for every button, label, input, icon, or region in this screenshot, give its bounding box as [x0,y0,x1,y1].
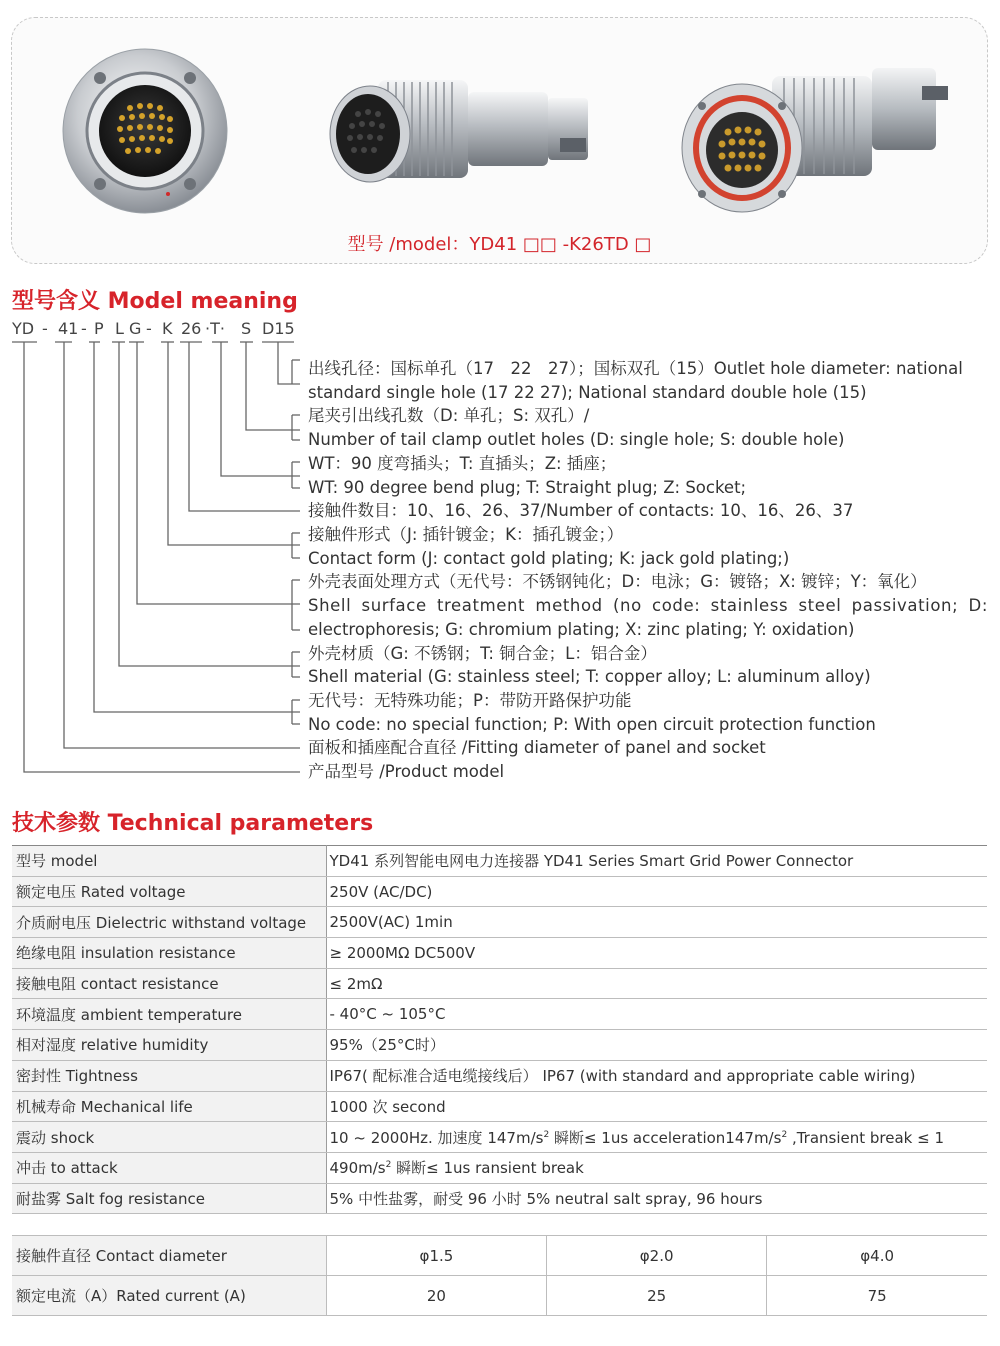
contact-diameter-label: 接触件直径 Contact diameter [12,1236,326,1276]
param-value: 250V (AC/DC) [326,876,987,907]
param-key: 接触电阻 contact resistance [12,968,326,999]
technical-parameters-table [12,845,987,1214]
table-row [12,846,987,877]
param-key: 机械寿命 Mechanical life [12,1091,326,1122]
param-value: ≥ 2000MΩ DC500V [326,938,987,969]
code-part-dash: - [42,319,48,338]
rated-current-label: 额定电流（A）Rated current (A) [12,1276,326,1316]
desc-function-en: No code: no special function; P: With open circuit protection function [308,715,876,734]
desc-tail-clamp-cn: 尾夹引出线孔数（D: 单孔；S: 双孔）/ [308,406,590,425]
desc-function-cn: 无代号：无特殊功能；P：带防开路保护功能 [308,691,632,710]
param-key: 震动 shock [12,1122,326,1153]
code-part-g: G [129,319,142,338]
param-key: 相对湿度 relative humidity [12,1030,326,1061]
desc-outlet-hole-en: standard single hole (17 22 27); National standard double hole (15) [308,383,867,402]
rated-current-value: 20 [326,1276,546,1316]
table-row [12,968,987,999]
code-part-26: 26 [181,319,202,338]
code-part-s: S [241,319,252,338]
param-value: 1000 次 second [326,1091,987,1122]
param-key: 环境温度 ambient temperature [12,999,326,1030]
desc-contact-form-cn: 接触件形式（J: 插针镀金；K：插孔镀金；） [308,525,624,544]
rated-current-value: 75 [767,1276,987,1316]
table-row [12,1183,987,1214]
param-key: 耐盐雾 Salt fog resistance [12,1183,326,1214]
param-value: YD41 系列智能电网电力连接器 YD41 Series Smart Grid Power Connector [326,846,987,877]
superscript: 2 [543,1129,550,1140]
attack-value-part: 490m/s [329,1159,386,1178]
contact-diameter-value: φ4.0 [767,1236,987,1276]
contact-current-table [12,1235,987,1316]
param-key: 型号 model [12,846,326,877]
model-caption: 型号 /model：YD41 □□ -K26TD □ [347,234,652,255]
code-part-dash: - [81,319,87,338]
contact-diameter-value: φ2.0 [547,1236,767,1276]
shock-value-part: 10 ~ 2000Hz. 加速度 147m/s [329,1128,544,1147]
code-part-41: 41 [58,319,79,338]
attack-value-part: 瞬断≤ 1us ransient break [391,1159,584,1178]
table-row [12,1122,987,1153]
code-part-yd: YD [12,319,35,338]
table-row [12,1276,987,1316]
desc-tail-clamp-en: Number of tail clamp outlet holes (D: single hole; S: double hole) [308,430,845,449]
shock-value-part: 瞬断≤ 1us acceleration147m/s [549,1128,782,1147]
shock-value-part: ,Transient break ≤ 1 [787,1128,945,1147]
desc-surface-treatment-en-1: Shell surface treatment method (no code: stainless steel passivation; D: [308,596,988,615]
technical-parameters-heading: 技术参数 Technical parameters [12,811,374,836]
table-row [12,1152,987,1183]
param-value: 2500V(AC) 1min [326,907,987,938]
param-key: 介质耐电压 Dielectric withstand voltage [12,907,326,938]
desc-product-model: 产品型号 /Product model [308,762,505,781]
table-row [12,907,987,938]
desc-contact-count: 接触件数目：10、16、26、37/Number of contacts: 10、16、26、37 [308,501,854,520]
code-part-p: P [94,319,104,338]
param-key: 额定电压 Rated voltage [12,876,326,907]
superscript: 2 [385,1160,392,1171]
desc-contact-form-en: Contact form (J: contact gold plating; K: jack gold plating;) [308,549,790,568]
table-row [12,1030,987,1061]
code-part-dash: - [146,319,152,338]
param-value [326,1122,987,1153]
code-part-t: ·T· [205,319,225,338]
param-value [326,1152,987,1183]
desc-fitting-diameter: 面板和插座配合直径 /Fitting diameter of panel and socket [308,738,766,757]
param-value: ≤ 2mΩ [326,968,987,999]
table-row [12,938,987,969]
desc-shell-material-cn: 外壳材质（G: 不锈钢；T: 铜合金；L：铝合金） [308,644,657,663]
superscript: 2 [781,1129,788,1140]
param-key: 绝缘电阻 insulation resistance [12,938,326,969]
param-value: 95%（25°C时） [326,1030,987,1061]
contact-diameter-value: φ1.5 [326,1236,546,1276]
code-part-k: K [162,319,173,338]
table-row [12,876,987,907]
param-key: 冲击 to attack [12,1152,326,1183]
table-row [12,999,987,1030]
desc-surface-treatment-cn: 外壳表面处理方式（无代号：不锈钢钝化；D：电泳；G：镀铬；X: 镀锌；Y：氧化） [308,572,927,591]
model-meaning-heading: 型号含义 Model meaning [12,289,298,314]
rated-current-value: 25 [547,1276,767,1316]
table-row [12,1236,987,1276]
param-key: 密封性 Tightness [12,1060,326,1091]
desc-plug-type-cn: WT：90 度弯插头；T: 直插头；Z: 插座； [308,454,617,473]
desc-outlet-hole-cn: 出线孔径：国标单孔（17 22 27）；国标双孔（15）Outlet hole diameter: national [308,359,963,378]
param-value: 5% 中性盐雾，耐受 96 小时 5% neutral salt spray, 96 hours [326,1183,987,1214]
desc-plug-type-en: WT: 90 degree bend plug; T: Straight plug; Z: Socket; [308,478,747,497]
desc-surface-treatment-en-2: electrophoresis; G: chromium plating; X: zinc plating; Y: oxidation) [308,620,855,639]
param-value: IP67( 配标准合适电缆接线后） IP67 (with standard and appropriate cable wiring) [326,1060,987,1091]
code-part-l: L [115,319,124,338]
table-row [12,1060,987,1091]
code-part-d15: D15 [262,319,295,338]
desc-shell-material-en: Shell material (G: stainless steel; T: copper alloy; L: aluminum alloy) [308,667,871,686]
param-value: - 40°C ~ 105°C [326,999,987,1030]
table-row [12,1091,987,1122]
